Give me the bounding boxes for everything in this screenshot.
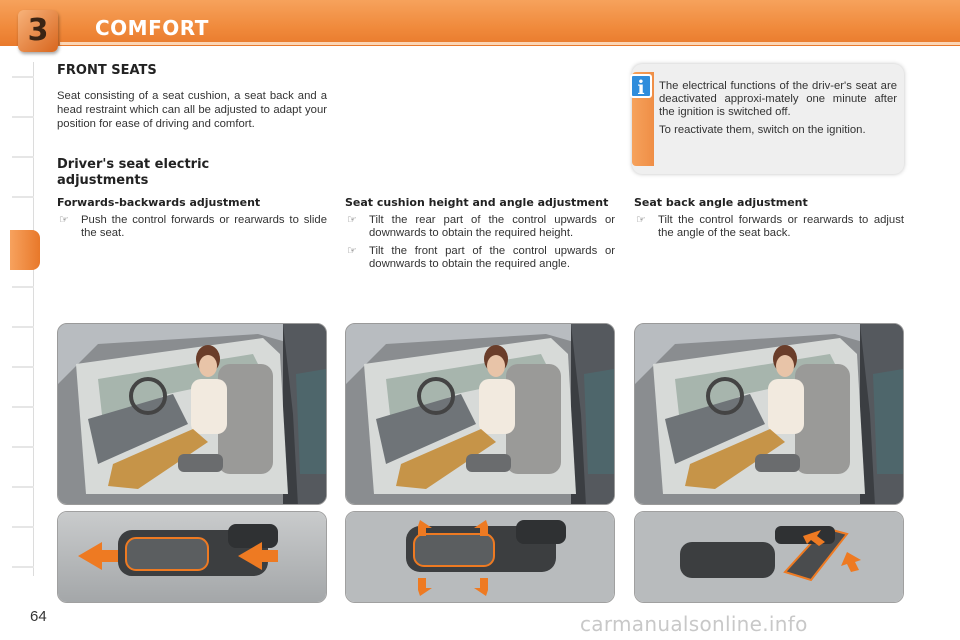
info-icon: i bbox=[630, 74, 652, 98]
column-seat-cushion bbox=[345, 196, 615, 276]
header-divider bbox=[60, 42, 960, 45]
intro-paragraph: Seat consisting of a seat cushion, a seat back and a head restraint which can all be adjusted to adapt your position for ease of driving and comfort. bbox=[57, 90, 327, 130]
info-paragraph: To reactivate them, switch on the ignition. bbox=[659, 124, 866, 136]
chapter-tab[interactable] bbox=[12, 156, 34, 158]
chapter-badge bbox=[18, 10, 58, 52]
chapter-tab[interactable] bbox=[12, 406, 34, 408]
bullet-text: Tilt the control forwards or rearwards to adjust the angle of the seat back. bbox=[658, 214, 904, 239]
column-seat-back bbox=[634, 196, 904, 245]
instruction-bullet bbox=[634, 214, 904, 240]
chapter-tab[interactable] bbox=[12, 486, 34, 488]
chapter-tab[interactable] bbox=[12, 446, 34, 448]
chapter-tab[interactable] bbox=[12, 526, 34, 528]
watermark: carmanualsonline.info bbox=[580, 612, 808, 636]
car-interior-illustration bbox=[345, 323, 615, 505]
seat-control-cushion-illustration bbox=[345, 511, 615, 603]
page-number: 64 bbox=[30, 608, 47, 625]
info-text bbox=[659, 80, 897, 142]
chapter-tab[interactable] bbox=[12, 196, 34, 198]
seat-control-forwards-backwards-illustration bbox=[57, 511, 327, 603]
chapter-tab[interactable] bbox=[12, 76, 34, 78]
section-title: FRONT SEATS bbox=[57, 63, 157, 78]
instruction-bullet bbox=[57, 214, 327, 240]
chapter-tab-active[interactable] bbox=[10, 230, 40, 270]
pointing-hand-icon: ☞ bbox=[59, 214, 69, 226]
column-heading: Forwards-backwards adjustment bbox=[57, 196, 261, 209]
column-heading: Seat cushion height and angle adjustment bbox=[345, 196, 609, 209]
column-forwards-backwards bbox=[57, 196, 327, 245]
seat-control-seat-back-illustration bbox=[634, 511, 904, 603]
instruction-bullet bbox=[345, 245, 615, 271]
car-interior-illustration bbox=[634, 323, 904, 505]
chapter-number: 3 bbox=[27, 13, 49, 48]
pointing-hand-icon: ☞ bbox=[347, 214, 357, 226]
instruction-bullet bbox=[345, 214, 615, 240]
subsection-title: Driver's seat electric adjustments bbox=[57, 157, 210, 188]
bullet-text: Push the control forwards or rearwards to slide the seat. bbox=[81, 214, 327, 239]
pointing-hand-icon: ☞ bbox=[636, 214, 646, 226]
chapter-tab[interactable] bbox=[12, 116, 34, 118]
pointing-hand-icon: ☞ bbox=[347, 245, 357, 257]
info-paragraph: The electrical functions of the driv-er's seat are deactivated approxi-mately one minute after the ignition is switched off. bbox=[659, 80, 897, 118]
bullet-text: Tilt the front part of the control upwards or downwards to obtain the required angle. bbox=[369, 245, 615, 270]
column-heading: Seat back angle adjustment bbox=[634, 196, 808, 209]
chapter-tab[interactable] bbox=[12, 286, 34, 288]
chapter-tab[interactable] bbox=[12, 566, 34, 568]
car-interior-illustration bbox=[57, 323, 327, 505]
bullet-text: Tilt the rear part of the control upwards or downwards to obtain the required height. bbox=[369, 214, 615, 239]
chapter-tab[interactable] bbox=[12, 366, 34, 368]
chapter-title: COMFORT bbox=[95, 16, 209, 40]
chapter-tab[interactable] bbox=[12, 326, 34, 328]
chapter-tabs bbox=[10, 62, 34, 576]
